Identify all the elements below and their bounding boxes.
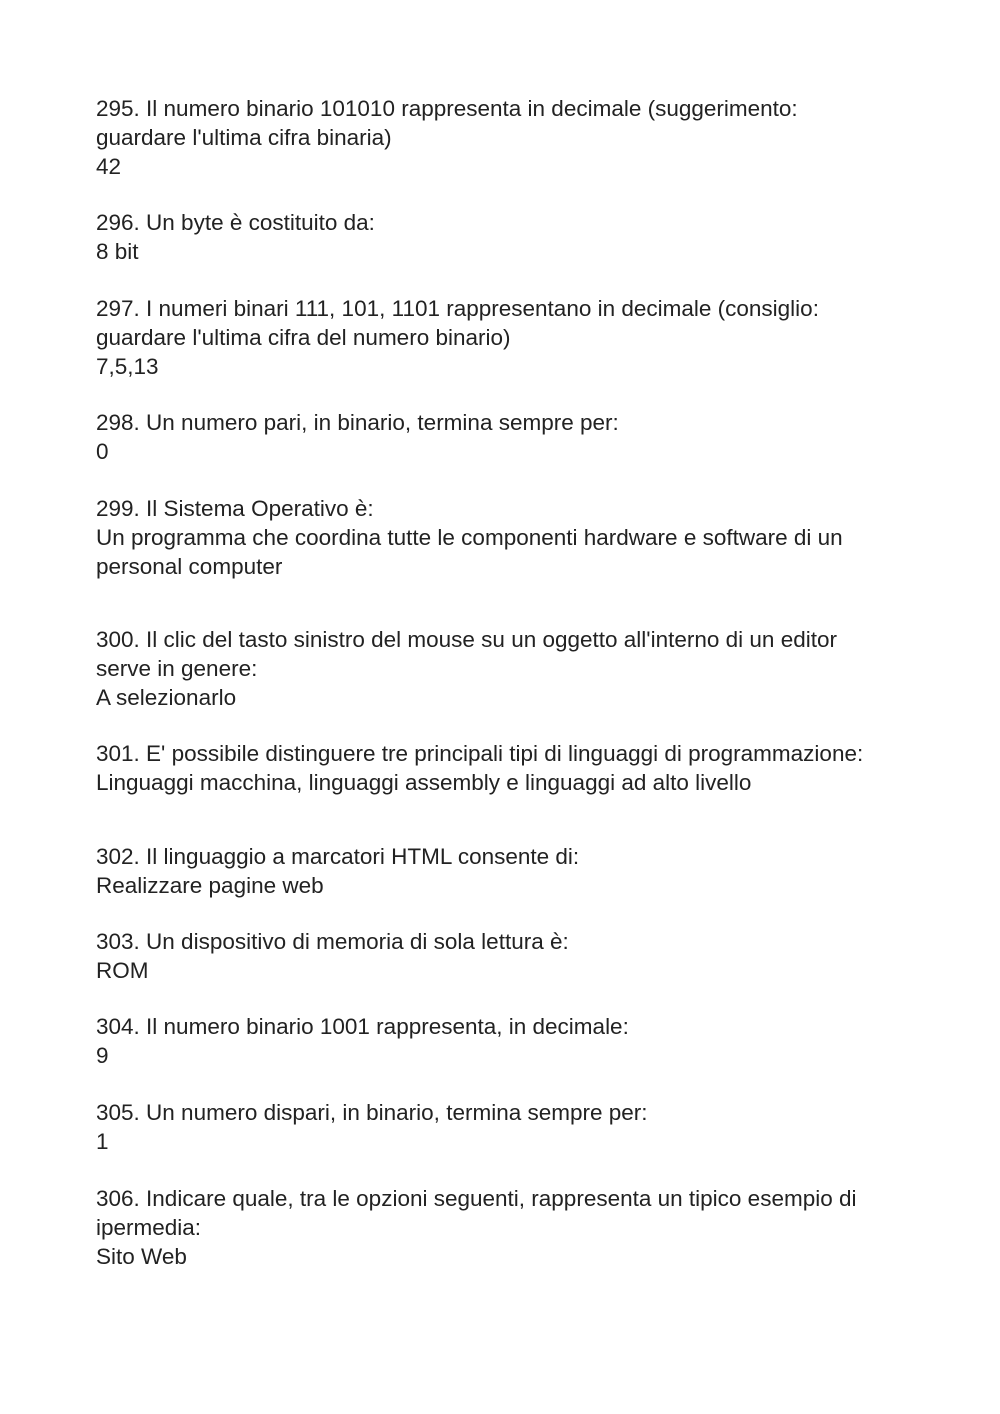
question-line: 297. I numeri binari 111, 101, 1101 rappresentano in decimale (consiglio: <box>96 296 819 321</box>
qa-item-297 <box>96 294 916 381</box>
answer-line: 8 bit <box>96 239 139 264</box>
question-line: 299. Il Sistema Operativo è: <box>96 496 374 521</box>
question-line: 303. Un dispositivo di memoria di sola lettura è: <box>96 929 569 954</box>
answer-line: 0 <box>96 439 109 464</box>
question-line: 302. Il linguaggio a marcatori HTML consente di: <box>96 844 580 869</box>
question-line: 296. Un byte è costituito da: <box>96 210 375 235</box>
qa-item-298 <box>96 408 916 466</box>
answer-line: 9 <box>96 1043 109 1068</box>
question-line: 298. Un numero pari, in binario, termina sempre per: <box>96 410 619 435</box>
qa-item-306 <box>96 1184 916 1271</box>
qa-item-303 <box>96 927 916 985</box>
question-line: 306. Indicare quale, tra le opzioni seguenti, rappresenta un tipico esempio di <box>96 1186 857 1211</box>
question-line: 301. E' possibile distinguere tre principali tipi di linguaggi di programmazione: <box>96 741 864 766</box>
qa-item-305 <box>96 1098 916 1156</box>
question-line: 305. Un numero dispari, in binario, termina sempre per: <box>96 1100 648 1125</box>
question-line: serve in genere: <box>96 656 258 681</box>
qa-item-300 <box>96 625 916 712</box>
qa-item-299 <box>96 494 916 581</box>
answer-line: Realizzare pagine web <box>96 873 324 898</box>
question-line: guardare l'ultima cifra del numero binario) <box>96 325 511 350</box>
answer-line: personal computer <box>96 554 283 579</box>
answer-line: 1 <box>96 1129 109 1154</box>
answer-line: A selezionarlo <box>96 685 237 710</box>
qa-item-304 <box>96 1012 916 1070</box>
answer-line: ROM <box>96 958 149 983</box>
qa-item-302 <box>96 842 916 900</box>
qa-item-295 <box>96 94 916 181</box>
qa-item-296 <box>96 208 916 266</box>
question-line: guardare l'ultima cifra binaria) <box>96 125 392 150</box>
question-line: ipermedia: <box>96 1215 202 1240</box>
question-line: 304. Il numero binario 1001 rappresenta, in decimale: <box>96 1014 629 1039</box>
answer-line: Sito Web <box>96 1244 187 1269</box>
question-line: 300. Il clic del tasto sinistro del mouse su un oggetto all'interno di un editor <box>96 627 837 652</box>
answer-line: 7,5,13 <box>96 354 159 379</box>
answer-line: Un programma che coordina tutte le componenti hardware e software di un <box>96 525 843 550</box>
answer-line: Linguaggi macchina, linguaggi assembly e linguaggi ad alto livello <box>96 770 752 795</box>
question-line: 295. Il numero binario 101010 rappresenta in decimale (suggerimento: <box>96 96 798 121</box>
answer-line: 42 <box>96 154 122 179</box>
qa-item-301 <box>96 739 916 797</box>
